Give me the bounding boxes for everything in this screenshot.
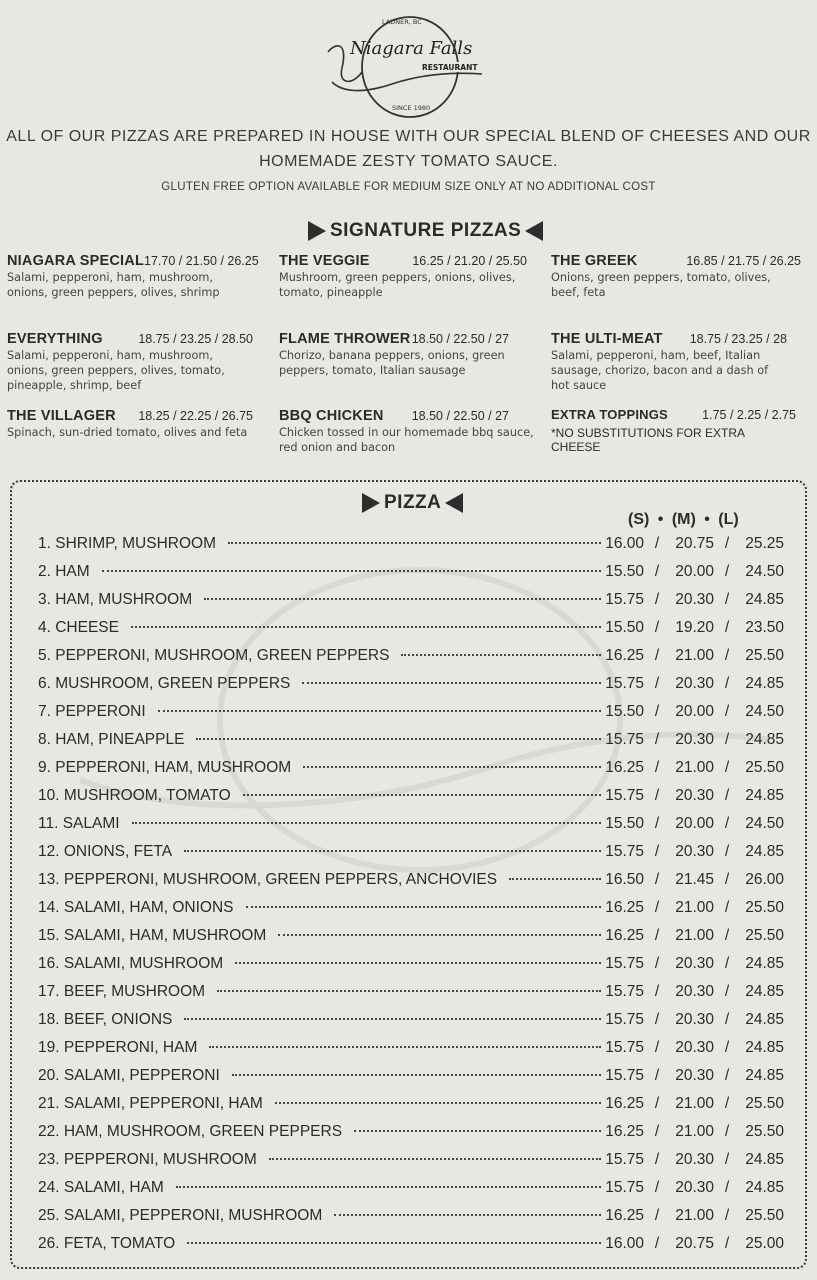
price-medium: 21.00: [675, 759, 714, 776]
pizza-row: [38, 927, 784, 955]
pizza-prices: [604, 759, 784, 777]
pizza-name: 7. PEPPERONI: [38, 703, 146, 720]
price-large: 25.00: [745, 1235, 784, 1252]
pizza-prices: [604, 927, 784, 945]
price-medium: 21.00: [675, 1095, 714, 1112]
price-medium: 20.30: [675, 1011, 714, 1028]
price-separator: /: [654, 619, 660, 636]
pizza-prices: [604, 647, 784, 665]
pizza-row: [38, 675, 784, 703]
price-medium: 21.00: [675, 899, 714, 916]
pizza-name: 12. ONIONS, FETA: [38, 843, 173, 860]
pizza-prices: [604, 871, 784, 889]
price-small: 15.50: [605, 703, 644, 720]
banner-arrow-left-icon: [445, 493, 463, 513]
pizza-row: [38, 1235, 784, 1263]
pizza-name: 25. SALAMI, PEPPERONI, MUSHROOM: [38, 1207, 323, 1224]
price-large: 24.85: [745, 1011, 784, 1028]
signature-item-price: 18.75 / 23.25 / 28: [689, 332, 787, 346]
banner-arrow-right-icon: [362, 493, 380, 513]
price-separator: /: [724, 1095, 730, 1112]
price-medium: 20.75: [675, 535, 714, 552]
pizza-prices: [604, 1011, 784, 1029]
price-separator: /: [654, 1207, 660, 1224]
signature-item: [279, 331, 509, 378]
pizza-prices: [604, 535, 784, 553]
pizza-row: [38, 899, 784, 927]
signature-item: [551, 331, 787, 393]
price-separator: /: [654, 675, 660, 692]
signature-heading-text: SIGNATURE PIZZAS: [330, 220, 522, 241]
logo-location: LADNER, BC: [382, 18, 422, 26]
price-separator: /: [724, 815, 730, 832]
extra-toppings: [551, 407, 796, 454]
pizza-prices: [604, 1179, 784, 1197]
signature-item-desc: Salami, pepperoni, ham, beef, Italian sausage, chorizo, bacon and a dash of hot sauce: [551, 349, 769, 392]
pizza-prices: [604, 1067, 784, 1085]
pizza-row: [38, 703, 784, 731]
price-small: 16.25: [605, 1095, 644, 1112]
price-large: 25.50: [745, 1123, 784, 1140]
price-medium: 20.75: [675, 1235, 714, 1252]
signature-item: [551, 253, 801, 300]
price-separator: /: [654, 1151, 660, 1168]
pizza-prices: [604, 1039, 784, 1057]
price-separator: /: [724, 535, 730, 552]
signature-item-name: THE ULTI-MEAT: [551, 331, 663, 347]
signature-item: [279, 253, 527, 300]
pizza-prices: [604, 1235, 784, 1253]
price-small: 16.25: [605, 759, 644, 776]
price-separator: /: [654, 1123, 660, 1140]
price-large: 24.85: [745, 1067, 784, 1084]
pizza-list: [38, 535, 784, 1263]
pizza-row: [38, 1011, 784, 1039]
pizza-name: 3. HAM, MUSHROOM: [38, 591, 193, 608]
price-small: 15.75: [605, 1011, 644, 1028]
pizza-name: 24. SALAMI, HAM: [38, 1179, 164, 1196]
pizza-row: [38, 619, 784, 647]
logo-since: SINCE 1980: [392, 104, 431, 112]
price-small: 15.75: [605, 983, 644, 1000]
pizza-name: 9. PEPPERONI, HAM, MUSHROOM: [38, 759, 292, 776]
price-small: 16.25: [605, 647, 644, 664]
pizza-name: 22. HAM, MUSHROOM, GREEN PEPPERS: [38, 1123, 343, 1140]
price-separator: /: [654, 1067, 660, 1084]
logo-script: Niagara Falls: [350, 38, 473, 59]
leader-dots: [354, 1130, 601, 1132]
pizza-name: 21. SALAMI, PEPPERONI, HAM: [38, 1095, 263, 1112]
price-separator: /: [724, 871, 730, 888]
signature-item-name: THE GREEK: [551, 253, 638, 269]
leader-dots: [209, 1046, 601, 1048]
price-separator: /: [654, 871, 660, 888]
price-large: 24.85: [745, 591, 784, 608]
price-large: 24.50: [745, 815, 784, 832]
price-separator: /: [654, 1039, 660, 1056]
price-medium: 20.00: [675, 815, 714, 832]
leader-dots: [184, 850, 601, 852]
price-medium: 20.30: [675, 591, 714, 608]
logo-restaurant: RESTAURANT: [422, 63, 478, 72]
pizza-row: [38, 1095, 784, 1123]
price-small: 15.75: [605, 1179, 644, 1196]
pizza-prices: [604, 675, 784, 693]
leader-dots: [196, 738, 601, 740]
pizza-prices: [604, 899, 784, 917]
pizza-name: 1. SHRIMP, MUSHROOM: [38, 535, 216, 552]
price-separator: /: [654, 787, 660, 804]
price-small: 15.75: [605, 591, 644, 608]
leader-dots: [232, 1074, 601, 1076]
price-small: 16.25: [605, 899, 644, 916]
price-separator: /: [724, 955, 730, 972]
price-separator: /: [724, 983, 730, 1000]
price-separator: /: [654, 1179, 660, 1196]
price-separator: /: [654, 703, 660, 720]
price-large: 25.50: [745, 899, 784, 916]
price-separator: /: [724, 843, 730, 860]
leader-dots: [158, 710, 601, 712]
price-separator: /: [724, 787, 730, 804]
pizza-prices: [604, 955, 784, 973]
price-large: 24.85: [745, 843, 784, 860]
price-small: 15.75: [605, 1151, 644, 1168]
pizza-prices: [604, 815, 784, 833]
size-columns-header: (S) • (M) • (L): [628, 511, 739, 528]
signature-item-price: 16.85 / 21.75 / 26.25: [686, 254, 801, 268]
pizza-row: [38, 871, 784, 899]
pizza-prices: [604, 591, 784, 609]
price-separator: /: [724, 1123, 730, 1140]
signature-item: [7, 331, 253, 393]
price-large: 24.50: [745, 563, 784, 580]
leader-dots: [401, 654, 601, 656]
price-separator: /: [654, 731, 660, 748]
signature-item-desc: Salami, pepperoni, ham, mushroom, onions, green peppers, olives, shrimp: [7, 271, 220, 299]
pizza-row: [38, 535, 784, 563]
price-small: 15.50: [605, 563, 644, 580]
price-large: 24.85: [745, 731, 784, 748]
price-small: 15.75: [605, 1039, 644, 1056]
signature-item-name: BBQ CHICKEN: [279, 408, 384, 424]
price-separator: /: [654, 1011, 660, 1028]
pizza-name: 20. SALAMI, PEPPERONI: [38, 1067, 220, 1084]
leader-dots: [176, 1186, 601, 1188]
price-large: 24.85: [745, 983, 784, 1000]
signature-item-name: THE VILLAGER: [7, 408, 116, 424]
pizza-prices: [604, 1207, 784, 1225]
leader-dots: [235, 962, 601, 964]
price-large: 25.50: [745, 759, 784, 776]
signature-item-desc: Spinach, sun-dried tomato, olives and feta: [7, 426, 248, 439]
price-small: 16.00: [605, 1235, 644, 1252]
price-separator: /: [654, 1095, 660, 1112]
leader-dots: [246, 906, 601, 908]
price-separator: /: [654, 983, 660, 1000]
price-separator: /: [724, 1207, 730, 1224]
price-separator: /: [724, 1011, 730, 1028]
pizza-name: 15. SALAMI, HAM, MUSHROOM: [38, 927, 267, 944]
price-separator: /: [724, 619, 730, 636]
price-medium: 20.30: [675, 843, 714, 860]
price-small: 15.75: [605, 843, 644, 860]
price-small: 16.25: [605, 927, 644, 944]
pizza-row: [38, 1151, 784, 1179]
price-large: 23.50: [745, 619, 784, 636]
price-large: 24.85: [745, 955, 784, 972]
price-separator: /: [724, 759, 730, 776]
extra-toppings-price: 1.75 / 2.25 / 2.75: [702, 408, 796, 422]
price-separator: /: [654, 591, 660, 608]
price-separator: /: [724, 1235, 730, 1252]
signature-item-price: 17.70 / 21.50 / 26.25: [144, 254, 259, 268]
price-large: 25.50: [745, 647, 784, 664]
intro-line-1: ALL OF OUR PIZZAS ARE PREPARED IN HOUSE WITH OUR SPECIAL BLEND OF CHEESES AND OUR: [6, 128, 811, 145]
pizza-name: 14. SALAMI, HAM, ONIONS: [38, 899, 234, 916]
signature-item-name: EVERYTHING: [7, 331, 103, 347]
leader-dots: [228, 542, 601, 544]
price-separator: /: [724, 1151, 730, 1168]
price-medium: 20.30: [675, 955, 714, 972]
price-separator: /: [724, 1179, 730, 1196]
price-medium: 20.30: [675, 731, 714, 748]
price-small: 15.75: [605, 787, 644, 804]
pizza-row: [38, 591, 784, 619]
leader-dots: [243, 794, 601, 796]
price-small: 16.25: [605, 1207, 644, 1224]
pizza-name: 4. CHEESE: [38, 619, 119, 636]
price-separator: /: [654, 927, 660, 944]
pizza-name: 17. BEEF, MUSHROOM: [38, 983, 206, 1000]
price-separator: /: [654, 563, 660, 580]
signature-item-desc: Onions, green peppers, tomato, olives, beef, feta: [551, 271, 771, 299]
signature-item: [7, 253, 259, 300]
pizza-heading: [362, 492, 463, 514]
price-separator: /: [724, 1067, 730, 1084]
signature-item-name: THE VEGGIE: [279, 253, 370, 269]
price-small: 15.50: [605, 619, 644, 636]
pizza-prices: [604, 1095, 784, 1113]
pizza-row: [38, 1067, 784, 1095]
pizza-prices: [604, 983, 784, 1001]
signature-item-desc: Chicken tossed in our homemade bbq sauce, red onion and bacon: [279, 426, 534, 454]
pizza-prices: [604, 1151, 784, 1169]
leader-dots: [269, 1158, 601, 1160]
price-separator: /: [654, 843, 660, 860]
price-medium: 19.20: [675, 619, 714, 636]
price-separator: /: [724, 731, 730, 748]
pizza-name: 26. FETA, TOMATO: [38, 1235, 176, 1252]
price-separator: /: [724, 703, 730, 720]
leader-dots: [102, 570, 601, 572]
pizza-row: [38, 1207, 784, 1235]
pizza-name: 19. PEPPERONI, HAM: [38, 1039, 198, 1056]
pizza-prices: [604, 703, 784, 721]
price-separator: /: [654, 647, 660, 664]
price-small: 16.50: [605, 871, 644, 888]
pizza-prices: [604, 787, 784, 805]
pizza-name: 18. BEEF, ONIONS: [38, 1011, 173, 1028]
price-small: 15.50: [605, 815, 644, 832]
price-large: 24.85: [745, 675, 784, 692]
pizza-prices: [604, 1123, 784, 1141]
leader-dots: [275, 1102, 601, 1104]
price-medium: 20.30: [675, 1067, 714, 1084]
pizza-prices: [604, 731, 784, 749]
signature-item-price: 18.75 / 23.25 / 28.50: [138, 332, 253, 346]
price-small: 16.00: [605, 535, 644, 552]
price-medium: 20.30: [675, 787, 714, 804]
price-separator: /: [654, 899, 660, 916]
pizza-prices: [604, 843, 784, 861]
price-medium: 20.30: [675, 1039, 714, 1056]
price-large: 25.50: [745, 927, 784, 944]
price-large: 25.50: [745, 1207, 784, 1224]
leader-dots: [334, 1214, 601, 1216]
extra-toppings-name: EXTRA TOPPINGS: [551, 407, 668, 422]
signature-item: [279, 408, 541, 455]
price-separator: /: [654, 1235, 660, 1252]
leader-dots: [509, 878, 601, 880]
signature-item: [7, 408, 253, 440]
leader-dots: [217, 990, 601, 992]
pizza-row: [38, 1179, 784, 1207]
price-separator: /: [724, 1039, 730, 1056]
price-small: 15.75: [605, 1067, 644, 1084]
signature-item-price: 18.50 / 22.50 / 27: [411, 409, 509, 423]
pizza-row: [38, 815, 784, 843]
price-separator: /: [654, 759, 660, 776]
banner-arrow-left-icon: [525, 221, 543, 241]
signature-item-desc: Salami, pepperoni, ham, mushroom, onions, green peppers, olives, tomato, pineapple, shrimp, beef: [7, 349, 225, 392]
pizza-name: 5. PEPPERONI, MUSHROOM, GREEN PEPPERS: [38, 647, 390, 664]
leader-dots: [184, 1018, 601, 1020]
extra-cheese-note: *NO SUBSTITUTIONS FOR EXTRA CHEESE: [551, 426, 745, 454]
leader-dots: [132, 822, 601, 824]
pizza-name: 16. SALAMI, MUSHROOM: [38, 955, 224, 972]
price-large: 24.85: [745, 1179, 784, 1196]
leader-dots: [204, 598, 601, 600]
signature-item-name: NIAGARA SPECIAL: [7, 253, 144, 269]
pizza-row: [38, 1039, 784, 1067]
price-separator: /: [724, 563, 730, 580]
price-medium: 20.30: [675, 675, 714, 692]
price-separator: /: [724, 927, 730, 944]
restaurant-logo: [322, 12, 497, 122]
pizza-name: 10. MUSHROOM, TOMATO: [38, 787, 231, 804]
leader-dots: [303, 766, 601, 768]
price-large: 26.00: [745, 871, 784, 888]
price-separator: /: [724, 675, 730, 692]
pizza-prices: [604, 619, 784, 637]
pizza-row: [38, 563, 784, 591]
price-large: 24.85: [745, 787, 784, 804]
pizza-row: [38, 843, 784, 871]
pizza-row: [38, 647, 784, 675]
pizza-name: 2. HAM: [38, 563, 90, 580]
intro-line-2: HOMEMADE ZESTY TOMATO SAUCE.: [259, 153, 558, 170]
price-large: 24.85: [745, 1151, 784, 1168]
price-medium: 21.00: [675, 1207, 714, 1224]
pizza-name: 6. MUSHROOM, GREEN PEPPERS: [38, 675, 291, 692]
price-large: 25.25: [745, 535, 784, 552]
price-separator: /: [724, 591, 730, 608]
price-separator: /: [724, 647, 730, 664]
pizza-row: [38, 787, 784, 815]
price-small: 15.75: [605, 675, 644, 692]
price-separator: /: [654, 955, 660, 972]
price-large: 25.50: [745, 1095, 784, 1112]
price-small: 16.25: [605, 1123, 644, 1140]
banner-arrow-right-icon: [308, 221, 326, 241]
price-separator: /: [654, 815, 660, 832]
pizza-row: [38, 759, 784, 787]
price-medium: 20.30: [675, 983, 714, 1000]
price-medium: 20.30: [675, 1179, 714, 1196]
price-medium: 20.30: [675, 1151, 714, 1168]
price-medium: 21.00: [675, 647, 714, 664]
pizza-row: [38, 983, 784, 1011]
signature-item-name: FLAME THROWER: [279, 331, 411, 347]
leader-dots: [131, 626, 601, 628]
price-large: 24.50: [745, 703, 784, 720]
gluten-free-note: GLUTEN FREE OPTION AVAILABLE FOR MEDIUM SIZE ONLY AT NO ADDITIONAL COST: [161, 181, 656, 193]
pizza-name: 8. HAM, PINEAPPLE: [38, 731, 185, 748]
leader-dots: [302, 682, 601, 684]
price-medium: 21.00: [675, 927, 714, 944]
signature-item-desc: Mushroom, green peppers, onions, olives, tomato, pineapple: [279, 271, 516, 299]
signature-item-price: 16.25 / 21.20 / 25.50: [412, 254, 527, 268]
signature-item-price: 18.50 / 22.50 / 27: [411, 332, 509, 346]
signature-item-desc: Chorizo, banana peppers, onions, green peppers, tomato, Italian sausage: [279, 349, 505, 377]
pizza-name: 11. SALAMI: [38, 815, 120, 832]
pizza-prices: [604, 563, 784, 581]
price-large: 24.85: [745, 1039, 784, 1056]
pizza-name: 23. PEPPERONI, MUSHROOM: [38, 1151, 257, 1168]
pizza-row: [38, 731, 784, 759]
price-medium: 21.45: [675, 871, 714, 888]
price-small: 15.75: [605, 955, 644, 972]
price-separator: /: [654, 535, 660, 552]
price-medium: 21.00: [675, 1123, 714, 1140]
pizza-heading-text: PIZZA: [384, 492, 442, 513]
pizza-row: [38, 1123, 784, 1151]
leader-dots: [278, 934, 601, 936]
leader-dots: [187, 1242, 601, 1244]
price-small: 15.75: [605, 731, 644, 748]
signature-item-price: 18.25 / 22.25 / 26.75: [138, 409, 253, 423]
pizza-name: 13. PEPPERONI, MUSHROOM, GREEN PEPPERS, ANCHOVIES: [38, 871, 498, 888]
price-medium: 20.00: [675, 563, 714, 580]
price-separator: /: [724, 899, 730, 916]
price-medium: 20.00: [675, 703, 714, 720]
pizza-row: [38, 955, 784, 983]
signature-pizzas-heading: [308, 220, 543, 242]
